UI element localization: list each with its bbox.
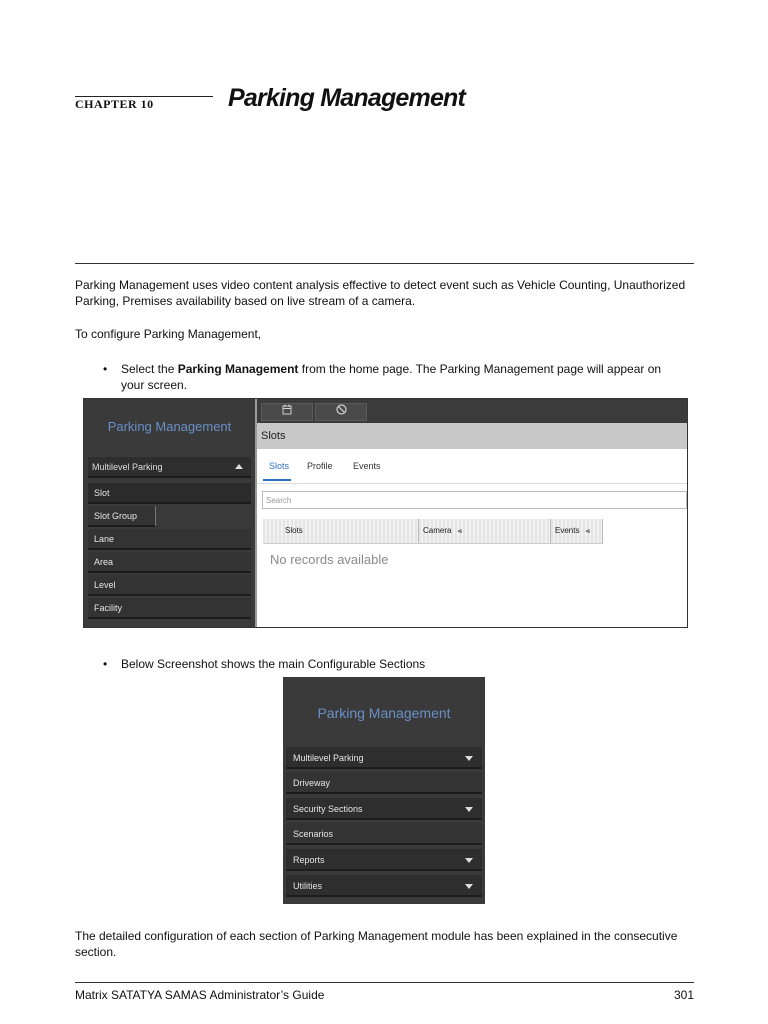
sidebar xyxy=(84,399,255,627)
sidebar-section-multilevel-parking[interactable]: Multilevel Parking xyxy=(88,457,251,478)
expand-arrow-icon xyxy=(465,756,473,761)
chapter-label: CHAPTER 10 xyxy=(75,96,213,112)
menu-section-utilities[interactable]: Utilities xyxy=(286,875,482,897)
sidebar-title: Parking Management xyxy=(317,705,451,721)
sidebar-item-lane[interactable]: Lane xyxy=(88,529,251,550)
column-events[interactable]: Events ⩹ xyxy=(551,519,603,543)
page-number: 301 xyxy=(673,988,694,1002)
bullet-text: Select the Parking Management from the home page. The Parking Management page will appear on your screen. xyxy=(121,362,662,392)
page-header: Slots xyxy=(257,423,687,449)
expand-arrow-icon xyxy=(465,807,473,812)
bullet-below-screenshot xyxy=(103,656,693,672)
bullet-select xyxy=(103,361,693,393)
chapter-title: Parking Management xyxy=(228,84,466,112)
expand-arrow-icon xyxy=(465,858,473,863)
calendar-icon[interactable] xyxy=(261,403,313,421)
tab-profile[interactable]: Profile xyxy=(307,461,333,471)
bullet-text: Below Screenshot shows the main Configurable Sections xyxy=(121,657,426,671)
footer-divider xyxy=(75,982,694,983)
column-slots[interactable]: Slots xyxy=(263,519,419,543)
bullet-dot: • xyxy=(103,657,108,671)
active-tab-indicator xyxy=(263,479,291,481)
menu-item-driveway[interactable]: Driveway xyxy=(286,772,482,794)
closing-paragraph: The detailed configuration of each section of Parking Management module has been explained in the consecutive section. xyxy=(75,929,678,959)
sidebar-item-level[interactable]: Level xyxy=(88,575,251,596)
configure-paragraph: To configure Parking Management, xyxy=(75,327,262,341)
sidebar-item-area[interactable]: Area xyxy=(88,552,251,573)
filter-icon[interactable]: ⩹ xyxy=(585,526,591,535)
tab-bar xyxy=(257,449,687,484)
title-divider xyxy=(75,263,694,264)
bullet-dot: • xyxy=(103,362,108,376)
sidebar-item-slot[interactable]: Slot xyxy=(88,483,251,504)
empty-state-message: No records available xyxy=(270,552,389,567)
parking-management-screenshot xyxy=(83,398,688,628)
column-camera[interactable]: Camera ⩹ xyxy=(419,519,551,543)
expand-arrow-icon xyxy=(465,884,473,889)
collapse-arrow-icon xyxy=(235,464,243,469)
tab-events[interactable]: Events xyxy=(353,461,381,471)
sidebar-item-slot-group[interactable]: Slot Group xyxy=(88,506,156,527)
sidebar-title: Parking Management xyxy=(107,419,232,434)
search-input[interactable]: Search xyxy=(262,491,687,509)
filter-icon[interactable]: ⩹ xyxy=(457,526,463,535)
menu-section-multilevel-parking[interactable]: Multilevel Parking xyxy=(286,747,482,769)
configurable-sections-screenshot xyxy=(283,677,485,904)
table-header xyxy=(263,519,603,544)
tab-slots[interactable]: Slots xyxy=(269,461,290,471)
menu-section-reports[interactable]: Reports xyxy=(286,849,482,871)
toolbar xyxy=(257,399,687,423)
block-icon[interactable] xyxy=(315,403,367,421)
menu-item-scenarios[interactable]: Scenarios xyxy=(286,823,482,845)
intro-paragraph: Parking Management uses video content analysis effective to detect event such as Vehicle Counting, Unauthorized Parking, Premises availability based on live stream of a camera. xyxy=(75,278,686,308)
sidebar-item-facility[interactable]: Facility xyxy=(88,598,251,619)
footer-guide-title: Matrix SATATYA SAMAS Administrator’s Guide xyxy=(75,988,325,1002)
menu-section-security-sections[interactable]: Security Sections xyxy=(286,798,482,820)
